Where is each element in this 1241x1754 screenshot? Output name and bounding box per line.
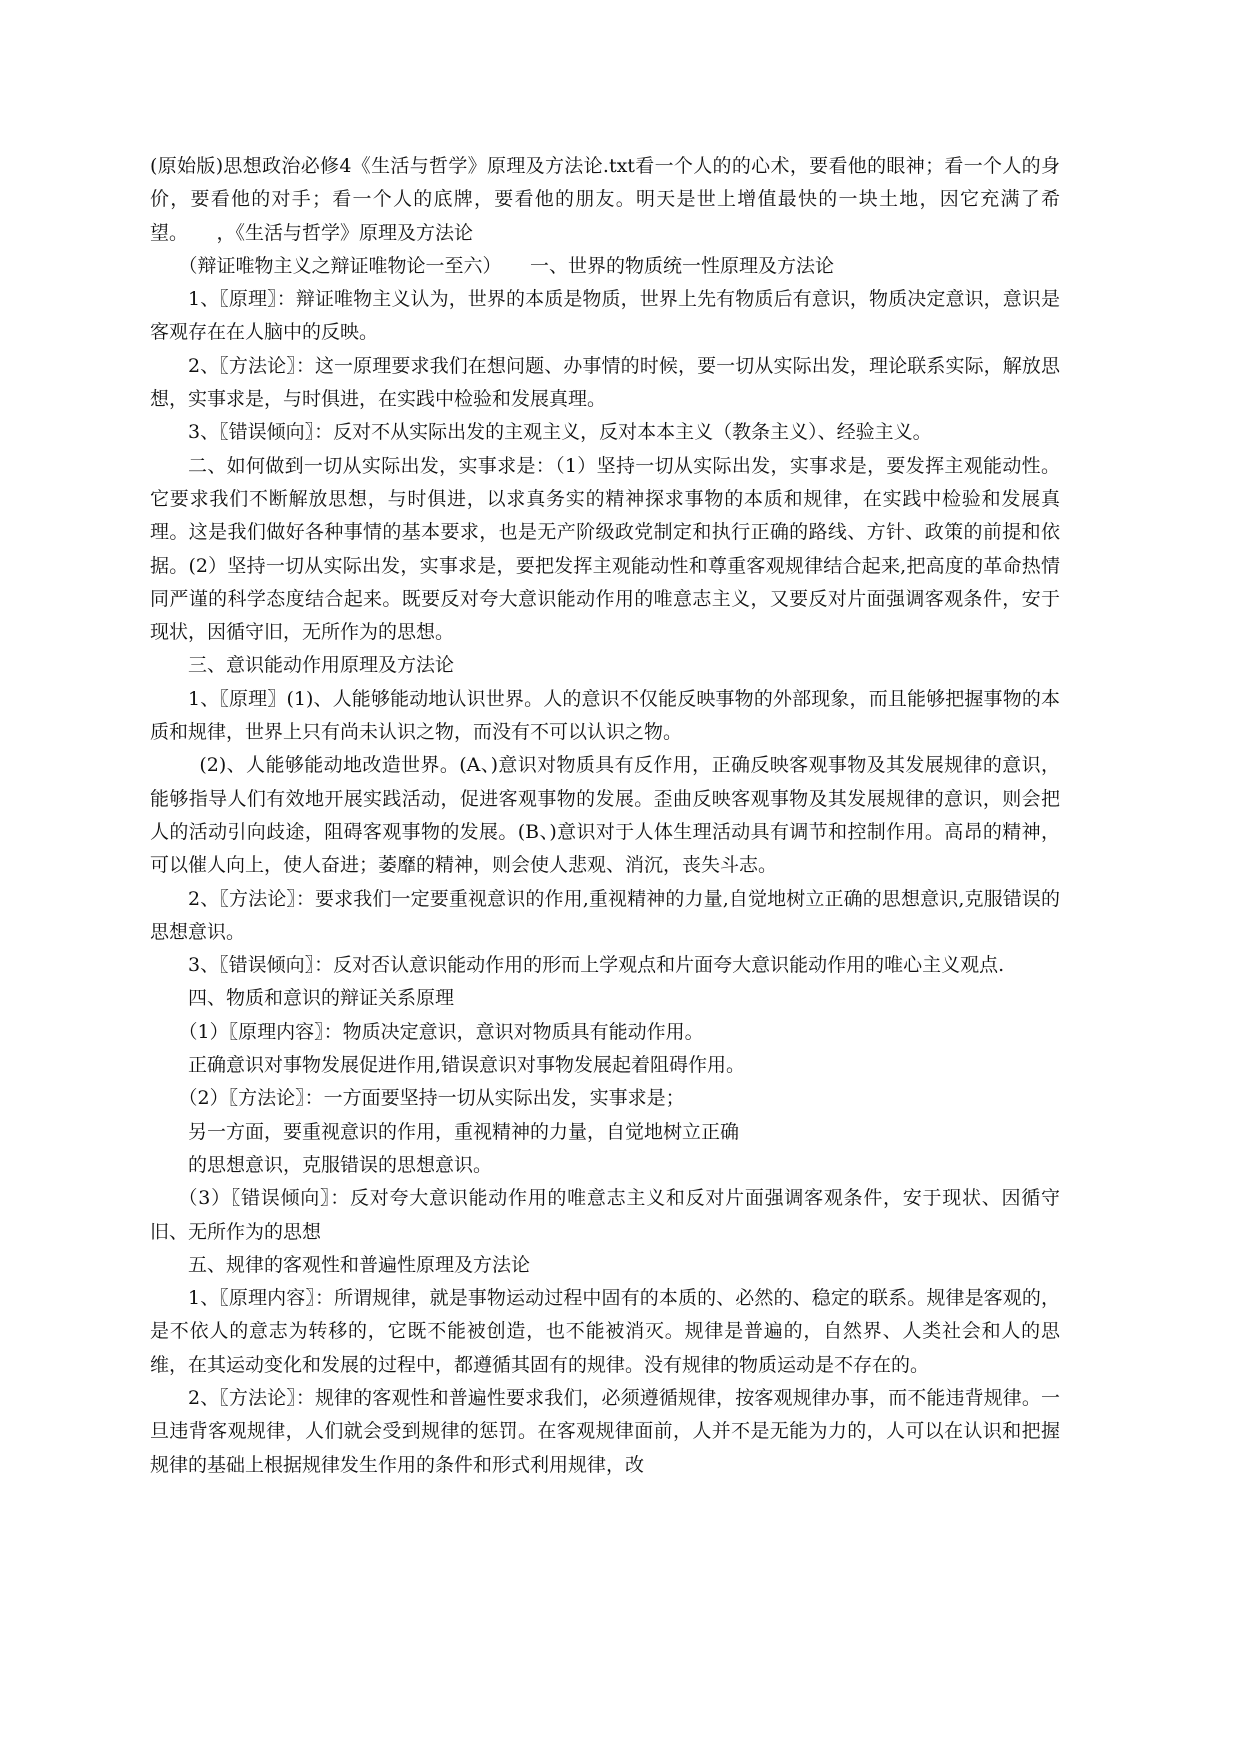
paragraph: （1）〖原理内容〗：物质决定意识，意识对物质具有能动作用。 bbox=[178, 1020, 704, 1043]
paragraph: 2、〖方法论〗：这一原理要求我们在想问题、办事情的时候，要一切从实际出发，理论联系实际，解放思想，实事求是，与时俱进，在实践中检验和发展真理。 bbox=[150, 354, 1060, 411]
paragraph: (原始版)思想政治必修4《生活与哲学》原理及方法论.txt看一个人的的心术，要看他的眼神；看一个人的身价，要看他的对手；看一个人的底牌，要看他的朋友。明天是世上增值最快的一块土地，因它充满了希望。 ，《生活与哲学》原理及方法论 bbox=[150, 155, 1060, 244]
paragraph: 2、〖方法论〗：要求我们一定要重视意识的作用,重视精神的力量,自觉地树立正确的思想意识,克服错误的思想意识。 bbox=[150, 887, 1060, 943]
paragraph: 1、〖原理〗：辩证唯物主义认为，世界的本质是物质，世界上先有物质后有意识，物质决定意识，意识是客观存在在人脑中的反映。 bbox=[150, 288, 1060, 344]
paragraph: 2、〖方法论〗：规律的客观性和普遍性要求我们，必须遵循规律，按客观规律办事，而不能违背规律。一旦违背客观规律，人们就会受到规律的惩罚。在客观规律面前，人并不是无能为力的，人可以在认识和把握规律的基础上根据规律发生作用的条件和形式利用规律，改 bbox=[150, 1386, 1060, 1476]
paragraph: （3）〖错误倾向〗：反对夸大意识能动作用的唯意志主义和反对片面强调客观条件，安于现状、因循守旧、无所作为的思想 bbox=[150, 1187, 1060, 1243]
paragraph: （2）〖方法论〗：一方面要坚持一切从实际出发，实事求是； bbox=[178, 1087, 685, 1110]
paragraph: 二、如何做到一切从实际出发，实事求是：（1）坚持一切从实际出发，实事求是，要发挥主观能动性。它要求我们不断解放思想，与时俱进，以求真务实的精神探求事物的本质和规律，在实践中检验和发展真理。这是我们做好各种事情的基本要求，也是无产阶级政党制定和执行正确的路线、方针、政策的前提和依据。(2）坚持一切从实际出发，实事求是，要把发挥主观能动性和尊重客观规律结合起来,把高度的革命热情同严谨的科学态度结合起来。既要反对夸大意识能动作用的唯意志主义，又要反对片面强调客观条件，安于现状，因循守旧，无所作为的思想。 bbox=[150, 454, 1060, 644]
paragraph: 1、〖原理〗(1)、人能够能动地认识世界。人的意识不仅能反映事物的外部现象，而且能够把握事物的本质和规律，世界上只有尚未认识之物，而没有不可以认识之物。 bbox=[150, 687, 1060, 744]
paragraph: 3、〖错误倾向〗：反对不从实际出发的主观主义，反对本本主义（教条主义）、经验主义。 bbox=[188, 421, 932, 444]
section-heading: 四、物质和意识的辩证关系原理 bbox=[188, 987, 455, 1010]
paragraph: (2)、人能够能动地改造世界。(A、)意识对物质具有反作用，正确反映客观事物及其发展规律的意识，能够指导人们有效地开展实践活动，促进客观事物的发展。歪曲反映客观事物及其发展规律的意识，则会把人的活动引向歧途，阻碍客观事物的发展。(B、)意识对于人体生理活动具有调节和控制作用。高昂的精神，可以催人向上，使人奋进；萎靡的精神，则会使人悲观、消沉，丧失斗志。 bbox=[150, 754, 1060, 877]
document-page bbox=[150, 150, 1060, 1482]
section-heading: 三、意识能动作用原理及方法论 bbox=[188, 654, 455, 677]
section-heading: 五、规律的客观性和普遍性原理及方法论 bbox=[188, 1253, 531, 1276]
paragraph: 1、〖原理内容〗：所谓规律，就是事物运动过程中固有的本质的、必然的、稳定的联系。规律是客观的，是不依人的意志为转移的，它既不能被创造，也不能被消灭。规律是普遍的，自然界、人类社会和人的思维，在其运动变化和发展的过程中，都遵循其固有的规律。没有规律的物质运动是不存在的。 bbox=[150, 1287, 1060, 1376]
paragraph: 的思想意识，克服错误的思想意识。 bbox=[188, 1153, 493, 1176]
paragraph: （辩证唯物主义之辩证唯物论一至六） 一、世界的物质统一性原理及方法论 bbox=[178, 254, 835, 277]
paragraph: 正确意识对事物发展促进作用,错误意识对事物发展起着阻碍作用。 bbox=[188, 1054, 746, 1077]
paragraph: 另一方面，要重视意识的作用，重视精神的力量，自觉地树立正确 bbox=[188, 1120, 740, 1143]
paragraph: 3、〖错误倾向〗：反对否认意识能动作用的形而上学观点和片面夸大意识能动作用的唯心主义观点. bbox=[188, 954, 1005, 977]
